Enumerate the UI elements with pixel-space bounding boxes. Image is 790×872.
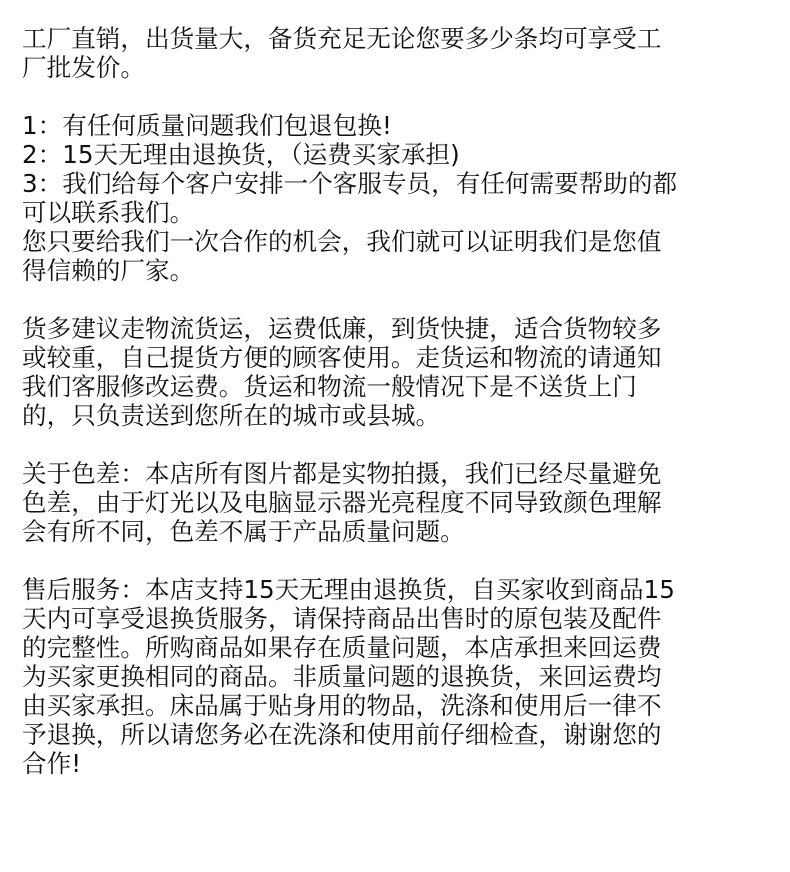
text-line: 天内可享受退换货服务，请保持商品出售时的原包装及配件	[22, 604, 662, 633]
color-difference-paragraph	[22, 459, 772, 546]
text-line: 2：15天无理由退换货，（运费买家承担)	[22, 140, 460, 169]
store-policy-text	[22, 24, 772, 778]
text-line: 我们客服修改运费。货运和物流一般情况下是不送货上门	[22, 372, 637, 401]
text-line: 售后服务：本店支持15天无理由退换货，自买家收到商品15	[22, 575, 675, 604]
promises-paragraph	[22, 111, 772, 285]
text-line: 或较重，自己提货方便的顾客使用。走货运和物流的请通知	[22, 343, 662, 372]
text-line: 1：有任何质量问题我们包退包换!	[22, 111, 392, 140]
text-line: 工厂直销，出货量大，备货充足无论您要多少条均可享受工	[22, 24, 662, 53]
text-line: 由买家承担。床品属于贴身用的物品，洗涤和使用后一律不	[22, 691, 662, 720]
text-line: 合作!	[22, 749, 82, 778]
text-line: 您只要给我们一次合作的机会，我们就可以证明我们是您值	[22, 227, 662, 256]
after-sales-paragraph	[22, 575, 772, 778]
shipping-paragraph	[22, 314, 772, 430]
intro-paragraph	[22, 24, 772, 82]
text-line: 关于色差：本店所有图片都是实物拍摄，我们已经尽量避免	[22, 459, 662, 488]
text-line: 可以联系我们。	[22, 198, 195, 227]
text-line: 予退换，所以请您务必在洗涤和使用前仔细检查，谢谢您的	[22, 720, 662, 749]
text-line: 货多建议走物流货运，运费低廉，到货快捷，适合货物较多	[22, 314, 662, 343]
text-line: 厂批发价。	[22, 53, 145, 82]
text-line: 色差，由于灯光以及电脑显示器光亮程度不同导致颜色理解	[22, 488, 662, 517]
text-line: 为买家更换相同的商品。非质量问题的退换货，来回运费均	[22, 662, 662, 691]
text-line: 3：我们给每个客户安排一个客服专员，有任何需要帮助的都	[22, 169, 678, 198]
text-line: 得信赖的厂家。	[22, 256, 195, 285]
text-line: 的，只负责送到您所在的城市或县城。	[22, 401, 441, 430]
text-line: 的完整性。所购商品如果存在质量问题，本店承担来回运费	[22, 633, 662, 662]
text-line: 会有所不同，色差不属于产品质量问题。	[22, 517, 465, 546]
